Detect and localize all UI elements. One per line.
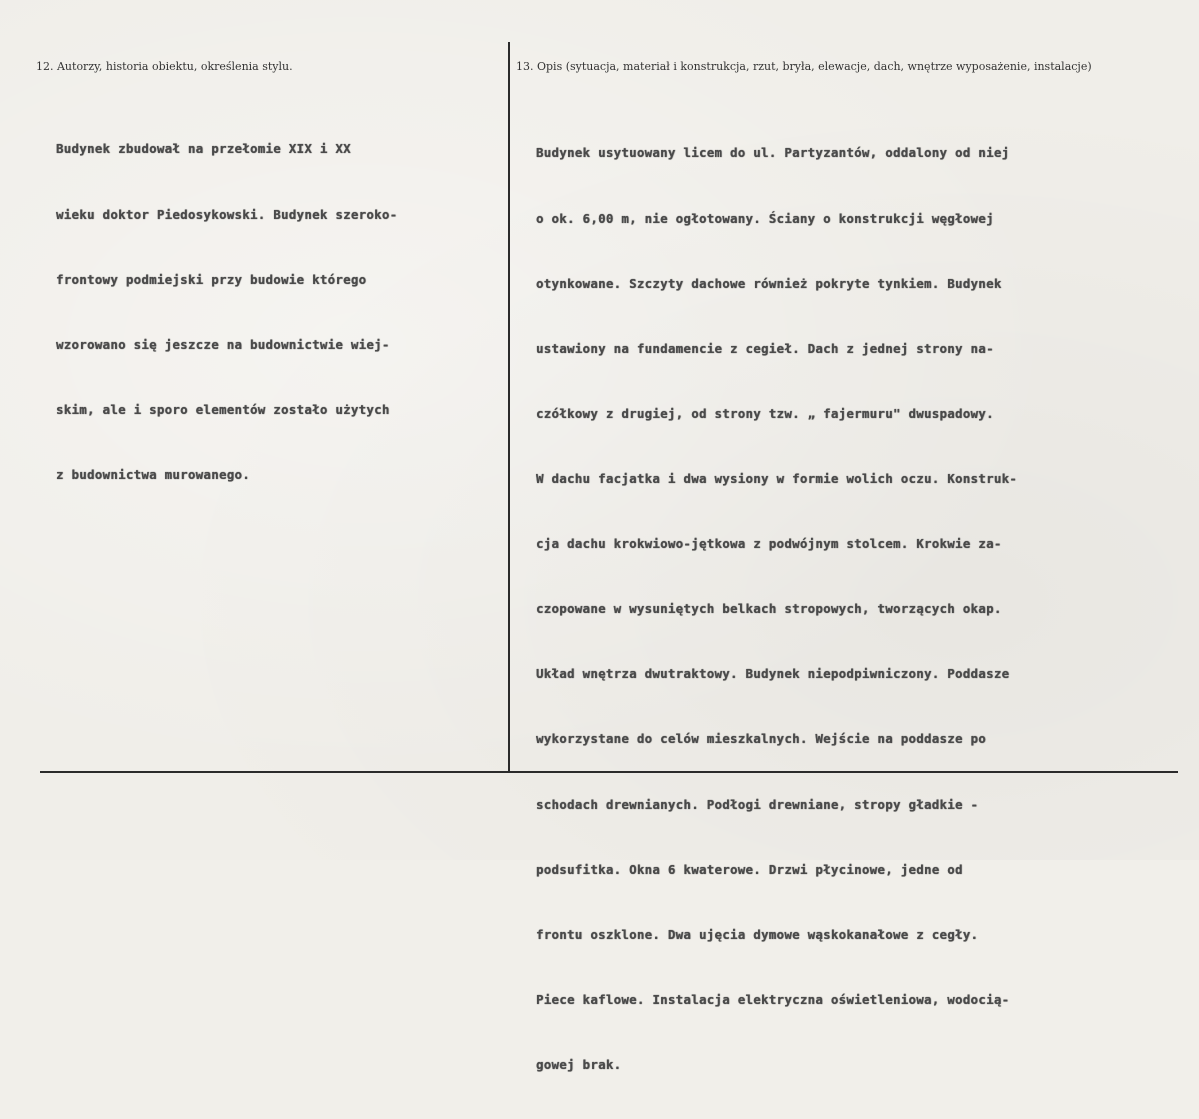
- text-line: czopowane w wysuniętych belkach stropowych, tworzących okap.: [536, 601, 1002, 617]
- text-line: gowej brak.: [536, 1056, 622, 1072]
- text-line: wykorzystane do celów mieszkalnych. Wejście na poddasze po: [536, 731, 987, 747]
- section-13-heading: 13. Opis (sytuacja, materiał i konstrukcja, rzut, bryła, elewacje, dach, wnętrze wyposażenie, instalacje): [516, 60, 1092, 73]
- text-line: W dachu facjatka i dwa wysiony w formie wolich oczu. Konstruk-: [536, 470, 1018, 486]
- text-line: czółkowy z drugiej, od strony tzw. „ fajermuru" dwuspadowy.: [536, 405, 994, 421]
- text-line: wzorowano się jeszcze na budownictwie wiej-: [56, 336, 390, 352]
- text-line: wieku doktor Piedosykowski. Budynek szeroko-: [56, 206, 398, 222]
- text-line: otynkowane. Szczyty dachowe również pokryte tynkiem. Budynek: [536, 275, 1002, 291]
- text-line: frontu oszklone. Dwa ujęcia dymowe wąskokanałowe z cegły.: [536, 926, 979, 942]
- section-13-text: [536, 99, 1176, 1119]
- text-line: schodach drewnianych. Podłogi drewniane, stropy gładkie -: [536, 796, 979, 812]
- text-line: podsufitka. Okna 6 kwaterowe. Drzwi płycinowe, jedne od: [536, 861, 963, 877]
- text-line: ustawiony na fundamencie z cegieł. Dach z jednej strony na-: [536, 340, 994, 356]
- column-divider: [508, 42, 510, 772]
- text-line: Budynek zbudował na przełomie XIX i XX: [56, 141, 351, 157]
- section-12-heading: 12. Autorzy, historia obiektu, określenia stylu.: [36, 60, 293, 73]
- text-line: Układ wnętrza dwutraktowy. Budynek niepodpiwniczony. Poddasze: [536, 666, 1010, 682]
- text-line: cja dachu krokwiowo-jętkowa z podwójnym stolcem. Krokwie za-: [536, 536, 1002, 552]
- text-line: z budownictwa murowanego.: [56, 466, 250, 482]
- text-line: skim, ale i sporo elementów zostało użytych: [56, 401, 390, 417]
- text-line: frontowy podmiejski przy budowie którego: [56, 271, 367, 287]
- text-line: Piece kaflowe. Instalacja elektryczna oświetleniowa, wodocią-: [536, 991, 1010, 1007]
- section-12-text: [56, 95, 506, 529]
- text-line: o ok. 6,00 m, nie ogłotowany. Ściany o konstrukcji węgłowej: [536, 210, 994, 226]
- text-line: Budynek usytuowany licem do ul. Partyzantów, oddalony od niej: [536, 145, 1010, 161]
